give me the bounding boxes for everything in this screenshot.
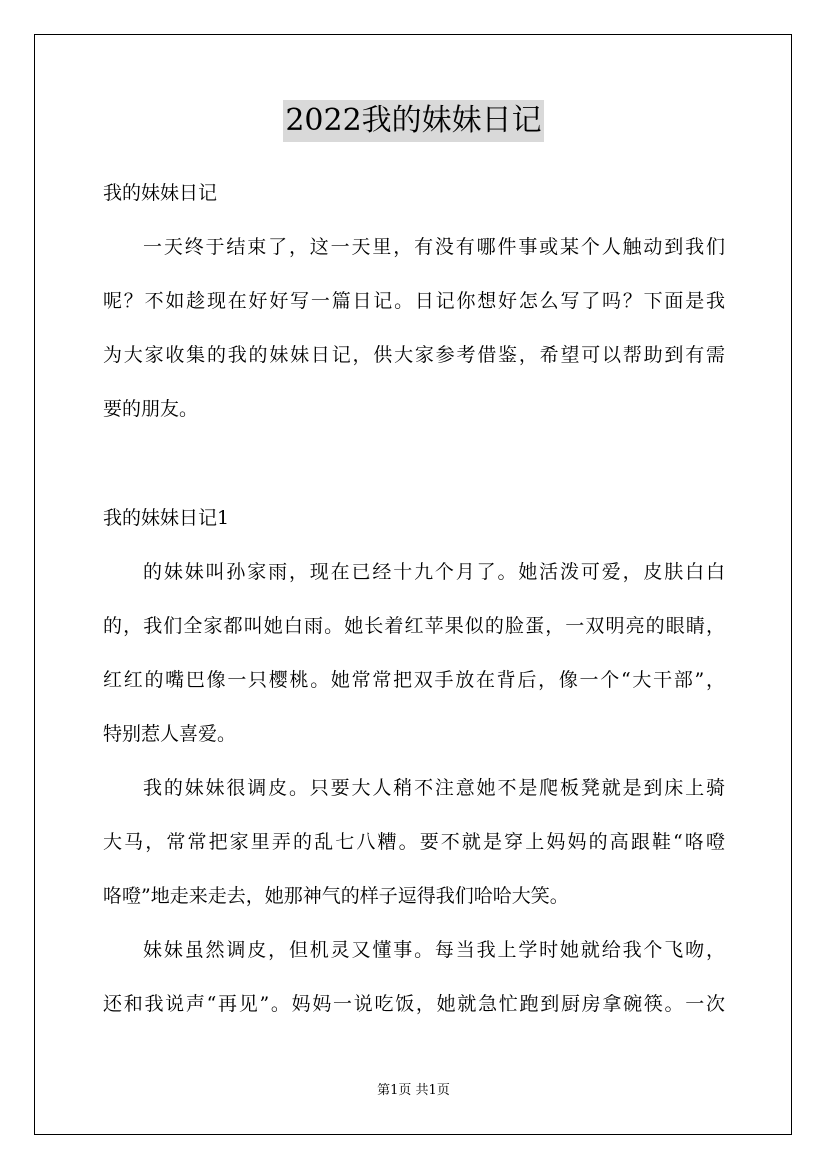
para1-line-4: 特别惹人喜爱。 <box>103 723 237 745</box>
intro-line-2: 呢？不如趁现在好好写一篇日记。日记你想好怎么写了吗？下面是我 <box>103 290 725 312</box>
intro-line-1: 一天终于结束了，这一天里，有没有哪件事或某个人触动到我们 <box>143 236 725 258</box>
document-title: 2022我的妹妹日记 <box>283 100 543 142</box>
para2-line-3: 咯噔”地走来走去，她那神气的样子逗得我们哈哈大笑。 <box>103 885 569 907</box>
page-number-footer: 第1页 共1页 <box>377 1083 450 1098</box>
para3-line-2: 还和我说声“再见”。妈妈一说吃饭，她就急忙跑到厨房拿碗筷。一次 <box>103 993 725 1015</box>
intro-heading: 我的妹妹日记 <box>103 182 218 204</box>
para1-line-2: 的，我们全家都叫她白雨。她长着红苹果似的脸蛋，一双明亮的眼睛， <box>103 615 725 637</box>
para1-line-1: 的妹妹叫孙家雨，现在已经十九个月了。她活泼可爱，皮肤白白 <box>143 561 725 583</box>
para1-line-3: 红红的嘴巴像一只樱桃。她常常把双手放在背后，像一个“大干部”， <box>103 669 725 691</box>
intro-line-4: 要的朋友。 <box>103 398 199 420</box>
para2-line-1: 我的妹妹很调皮。只要大人稍不注意她不是爬板凳就是到床上骑 <box>143 777 725 799</box>
title-container <box>0 100 827 142</box>
section1-heading: 我的妹妹日记1 <box>103 507 230 529</box>
para2-line-2: 大马，常常把家里弄的乱七八糟。要不就是穿上妈妈的高跟鞋“咯噔 <box>103 831 725 853</box>
intro-line-3: 为大家收集的我的妹妹日记，供大家参考借鉴，希望可以帮助到有需 <box>103 344 725 366</box>
para3-line-1: 妹妹虽然调皮，但机灵又懂事。每当我上学时她就给我个飞吻， <box>143 939 725 961</box>
